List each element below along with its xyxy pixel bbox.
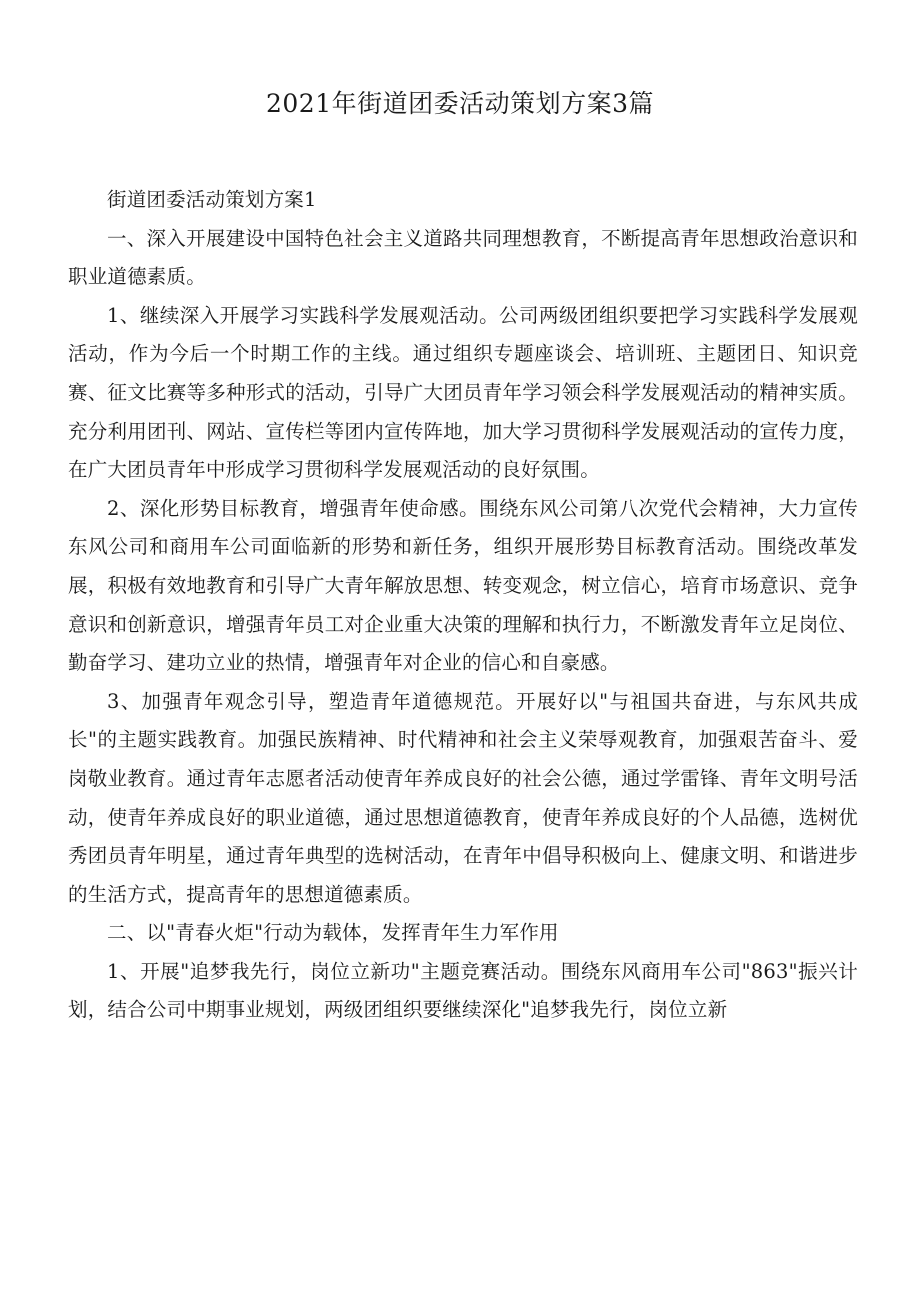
- paragraph: 一、深入开展建设中国特色社会主义道路共同理想教育，不断提高青年思想政治意识和职业道德素质。: [68, 226, 858, 289]
- document-body: [68, 181, 858, 1030]
- section-heading: 街道团委活动策划方案1: [107, 188, 317, 211]
- paragraph: 二、以"青春火炬"行动为载体，发挥青年生力军作用: [107, 921, 559, 945]
- paragraph: 2、深化形势目标教育，增强青年使命感。围绕东风公司第八次党代会精神，大力宣传东风公司和商用车公司面临新的形势和新任务，组织开展形势目标教育活动。围绕改革发展，积极有效地教育和引导广大青年解放思想、转变观念，树立信心，培育市场意识、竞争意识和创新意识，增强青年员工对企业重大决策的理解和执行力，不断激发青年立足岗位、勤奋学习、建功立业的热情，增强青年对企业的信心和自豪感。: [68, 496, 858, 675]
- paragraph: 3、加强青年观念引导，塑造青年道德规范。开展好以"与祖国共奋进，与东风共成长"的主题实践教育。加强民族精神、时代精神和社会主义荣辱观教育，加强艰苦奋斗、爱岗敬业教育。通过青年志愿者活动使青年养成良好的社会公德，通过学雷锋、青年文明号活动，使青年养成良好的职业道德，通过思想道德教育，使青年养成良好的个人品德，选树优秀团员青年明星，通过青年典型的选树活动，在青年中倡导积极向上、健康文明、和谐进步的生活方式，提高青年的思想道德素质。: [68, 689, 858, 906]
- paragraph: 1、继续深入开展学习实践科学发展观活动。公司两级团组织要把学习实践科学发展观活动，作为今后一个时期工作的主线。通过组织专题座谈会、培训班、主题团日、知识竞赛、征文比赛等多种形式的活动，引导广大团员青年学习领会科学发展观活动的精神实质。充分利用团刊、网站、宣传栏等团内宣传阵地，加大学习贯彻科学发展观活动的宣传力度，在广大团员青年中形成学习贯彻科学发展观活动的良好氛围。: [68, 303, 858, 482]
- document-title: 2021年街道团委活动策划方案3篇: [265, 89, 655, 118]
- paragraph: 1、开展"追梦我先行，岗位立新功"主题竞赛活动。围绕东风商用车公司"863"振兴计划，结合公司中期事业规划，两级团组织要继续深化"追梦我先行，岗位立新: [68, 959, 858, 1022]
